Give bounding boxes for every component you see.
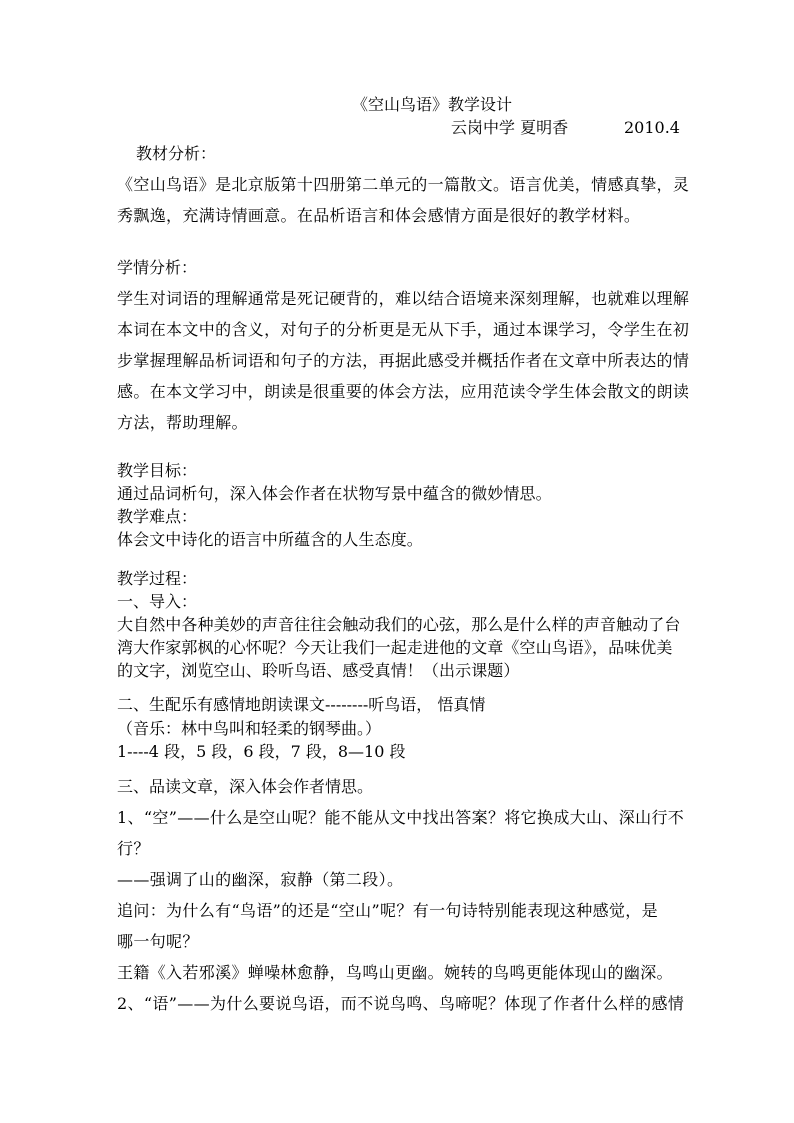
learning-line-1: 学生对词语的理解通常是死记硬背的，难以结合语境来深刻理解，也就难以理解 [117, 289, 690, 308]
teaching-goals-heading: 教学目标： [117, 461, 198, 480]
teaching-goals-line: 通过品词析句，深入体会作者在状物写景中蕴含的微妙情思。 [117, 484, 552, 503]
analysis-line-1: 1、“空”——什么是空山呢？能不能从文中找出答案？将它换成大山、深山行不 [117, 808, 685, 827]
intro-heading: 一、导入： [117, 592, 198, 611]
analysis-section-heading: 三、品读文章，深入体会作者情思。 [117, 777, 374, 796]
music-note: （音乐：林中鸟叫和轻柔的钢琴曲。） [117, 719, 382, 738]
analysis-line-6: 王籍《入若邪溪》蝉噪林愈静，鸟鸣山更幽。婉转的鸟鸣更能体现山的幽深。 [117, 963, 673, 982]
author-line: 云岗中学 夏明香 [451, 118, 569, 137]
learning-line-3: 步掌握理解品析词语和句子的方法，再据此感受并概括作者在文章中所表达的情 [117, 351, 690, 370]
teaching-difficulty-line: 体会文中诗化的语言中所蕴含的人生态度。 [117, 530, 423, 549]
teaching-difficulty-heading: 教学难点： [117, 507, 198, 526]
analysis-line-2: 行？ [117, 839, 150, 858]
teaching-process-heading: 教学过程： [117, 569, 198, 588]
analysis-line-4: 追问：为什么有“鸟语”的还是“空山”呢？有一句诗特别能表现这种感觉，是 [117, 901, 658, 920]
material-line-1: 《空山鸟语》是北京版第十四册第二单元的一篇散文。语言优美，情感真挚，灵 [117, 175, 690, 194]
document-date: 2010.4 [624, 118, 680, 137]
material-line-2: 秀飘逸，充满诗情画意。在品析语言和体会感情方面是很好的教学材料。 [117, 206, 641, 225]
intro-line-1: 大自然中各种美妙的声音往往会触动我们的心弦，那么是什么样的声音触动了台 [117, 615, 681, 634]
intro-line-3: 的文字，浏览空山、聆听鸟语、感受真情！（出示课题） [117, 661, 520, 680]
intro-line-2: 湾大作家郭枫的心怀呢？今天让我们一起走进他的文章《空山鸟语》，品味优美 [117, 638, 673, 657]
learning-line-5: 方法，帮助理解。 [117, 413, 248, 432]
material-analysis-heading: 教材分析： [136, 144, 217, 163]
paragraph-order: 1----4 段，5 段，6 段，7 段，8—10 段 [117, 742, 406, 761]
analysis-line-5: 哪一句呢？ [117, 932, 199, 951]
learning-analysis-heading: 学情分析： [117, 258, 198, 277]
document-title: 《空山鸟语》教学设计 [352, 95, 513, 114]
analysis-line-7: 2、“语”——为什么要说鸟语，而不说鸟鸣、鸟啼呢？体现了作者什么样的感情 [117, 994, 685, 1013]
reading-section-heading: 二、生配乐有感情地朗读课文--------听鸟语， 悟真情 [117, 695, 486, 714]
learning-line-2: 本词在本文中的含义，对句子的分析更是无从下手，通过本课学习，令学生在初 [117, 320, 690, 339]
analysis-line-3: ——强调了山的幽深，寂静（第二段）。 [117, 870, 404, 889]
learning-line-4: 感。在本文学习中，朗读是很重要的体会方法，应用范读令学生体会散文的朗读 [117, 382, 690, 401]
